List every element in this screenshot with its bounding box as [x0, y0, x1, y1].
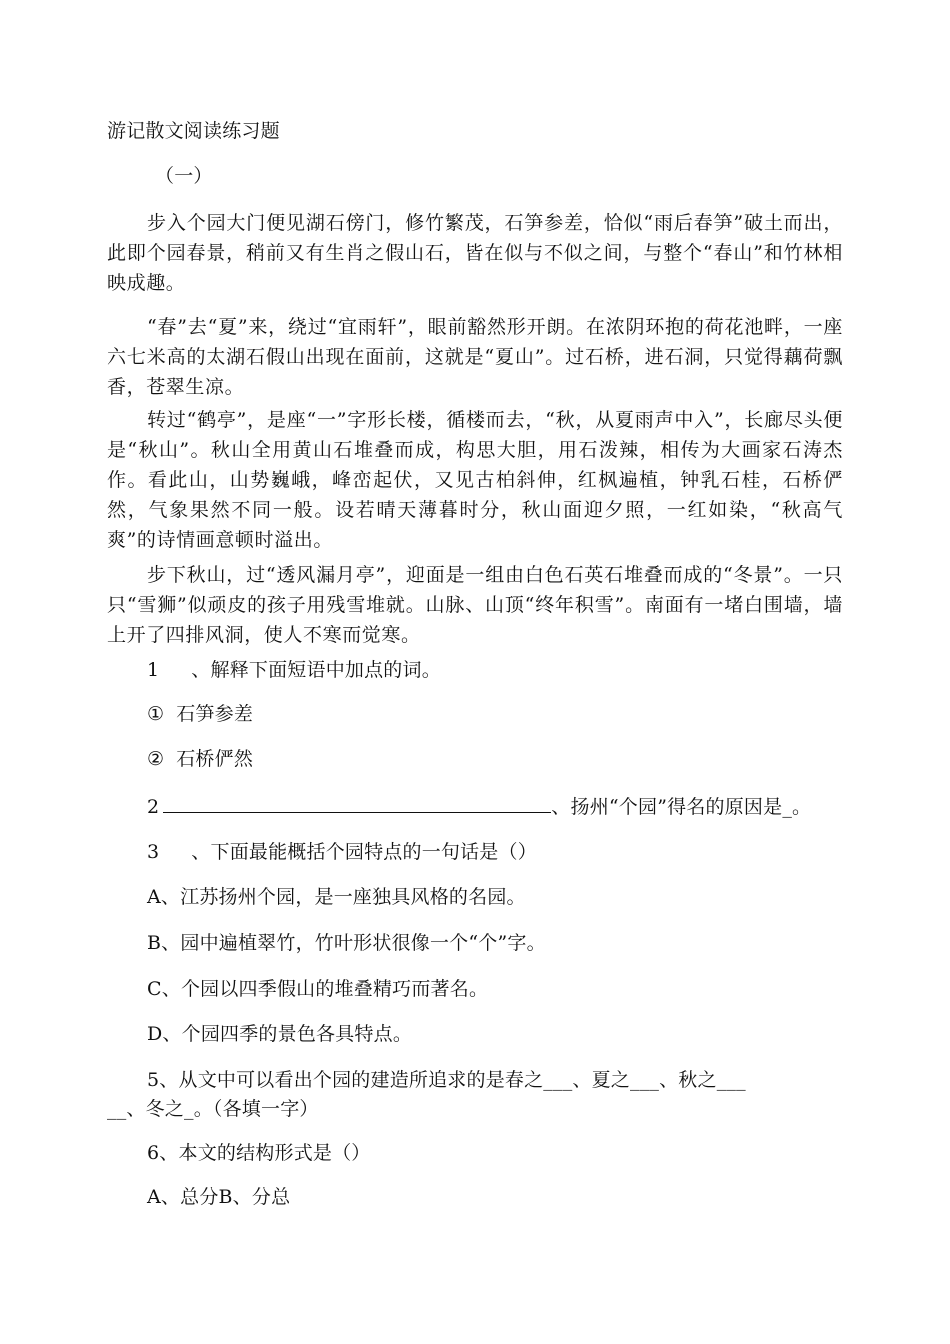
question-1-text: 、解释下面短语中加点的词。: [191, 659, 441, 681]
question-6: 6、本文的结构形式是（）: [147, 1142, 371, 1164]
paragraph-winter: 步下秋山，过“透风漏月亭”，迎面是一组由白色石英石堆叠而成的“冬景”。一只只“雪狮”似顽皮的孩子用残雪堆就。山脉、山顶“终年积雪”。南面有一堵白围墙，墙上开了四排风洞，使人不寒而觉寒。: [107, 564, 843, 646]
document-title: 游记散文阅读练习题: [107, 120, 280, 142]
paragraph-autumn: 转过“鹤亭”，是座“一”字形长楼，循楼而去，“秋，从夏雨声中入”，长廊尽头便是“秋山”。秋山全用黄山石堆叠而成，构思大胆，用石泼辣，相传为大画家石涛杰作。看此山，山势巍峨，峰峦起伏，又见古柏斜伸，红枫遍植，钟乳石桂，石桥俨然，气象果然不同一般。设若晴天薄暮时分，秋山面迎夕照，一红如染，“秋高气爽”的诗情画意顿时溢出。: [107, 409, 843, 551]
item-b-text: 石桥俨然: [176, 748, 254, 770]
question-3-text: 、下面最能概括个园特点的一句话是（）: [191, 841, 537, 863]
question-1: [147, 658, 887, 683]
question-3-option-a: A、江苏扬州个园，是一座独具风格的名园。: [147, 886, 526, 908]
question-2-text: 、扬州“个园”得名的原因是_。: [551, 796, 812, 818]
question-3-number: 3: [147, 841, 160, 863]
question-5-line-1: 5、从文中可以看出个园的建造所追求的是春之___、夏之___、秋之___: [147, 1069, 746, 1091]
item-b-mark: ②: [147, 748, 165, 770]
question-3-option-c: C、个园以四季假山的堆叠精巧而著名。: [147, 978, 489, 1000]
question-1-item-b: [147, 747, 887, 772]
item-a-mark: ①: [147, 703, 165, 725]
question-6-options: A、总分B、分总: [147, 1186, 291, 1208]
answer-blank[interactable]: [163, 794, 551, 813]
question-2: [147, 794, 887, 820]
question-3: [147, 840, 887, 865]
paragraph-spring: 步入个园大门便见湖石傍门，修竹繁茂，石笋参差，恰似“雨后春笋”破土而出，此即个园春景，稍前又有生肖之假山石，皆在似与不似之间，与整个“春山”和竹林相映成趣。: [107, 212, 843, 294]
question-1-item-a: [147, 702, 887, 727]
question-3-option-b: B、园中遍植翠竹，竹叶形状很像一个“个”字。: [147, 932, 546, 954]
question-3-option-d: D、个园四季的景色各具特点。: [147, 1023, 413, 1045]
item-a-text: 石笋参差: [176, 703, 254, 725]
question-5-line-2: __、冬之_。（各填一字）: [107, 1098, 319, 1120]
section-heading: （一）: [155, 165, 213, 187]
paragraph-summer: “春”去“夏”来，绕过“宜雨轩”，眼前豁然形开朗。在浓阴环抱的荷花池畔，一座六七米高的太湖石假山出现在面前，这就是“夏山”。过石桥，进石洞，只觉得藕荷飘香，苍翠生凉。: [107, 316, 843, 398]
question-1-number: 1: [147, 659, 160, 681]
question-2-number: 2: [147, 796, 160, 818]
